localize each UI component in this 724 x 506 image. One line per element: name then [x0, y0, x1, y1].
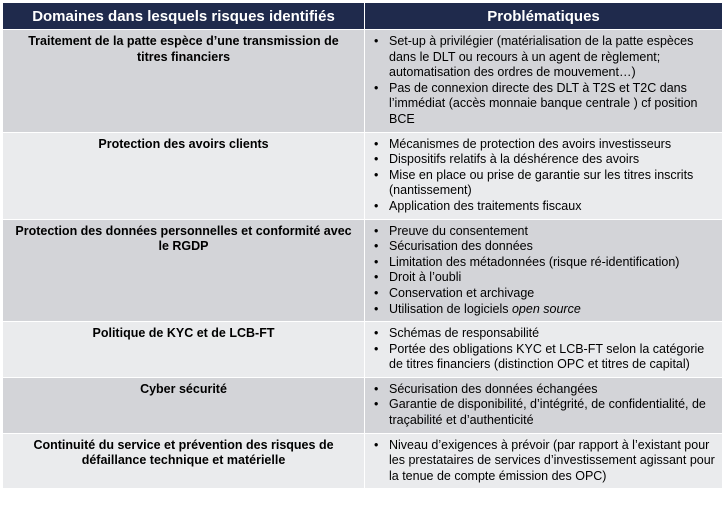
- issues-cell: [365, 433, 723, 489]
- table-row: [3, 132, 723, 219]
- issue-list: [371, 34, 716, 128]
- issue-list: [371, 137, 716, 215]
- issue-list: [371, 326, 716, 373]
- issue-text: Utilisation de logiciels: [389, 301, 512, 316]
- issue-item: • Niveau d’exigences à prévoir (par rapport à l’existant pour les prestataires de services d’investissement agissant pour la tenue de compte émission des OPC): [371, 438, 716, 485]
- domain-cell: Protection des avoirs clients: [3, 132, 365, 219]
- domain-cell: Traitement de la patte espèce d’une transmission de titres financiers: [3, 30, 365, 133]
- issue-item: • Droit à l’oubli: [371, 270, 716, 286]
- issue-item: • Limitation des métadonnées (risque ré-identification): [371, 255, 716, 271]
- issue-item: • Application des traitements fiscaux: [371, 199, 716, 215]
- table-header-row: [3, 3, 723, 30]
- issue-emphasis: open source: [511, 301, 581, 316]
- issues-cell: [365, 132, 723, 219]
- column-header-domain: Domaines dans lesquels risques identifiés: [3, 3, 365, 30]
- issue-item: • Mise en place ou prise de garantie sur les titres inscrits (nantissement): [371, 168, 716, 199]
- issue-item: • Set-up à privilégier (matérialisation de la patte espèces dans le DLT ou recours à un agent de règlement; automatisation des ordres de mouvement…): [371, 34, 716, 81]
- issues-cell: [365, 30, 723, 133]
- issue-item: [371, 302, 716, 318]
- domain-cell: Politique de KYC et de LCB-FT: [3, 322, 365, 378]
- issue-item: • Mécanismes de protection des avoirs investisseurs: [371, 137, 716, 153]
- issue-list: [371, 382, 716, 429]
- issue-item: • Garantie de disponibilité, d’intégrité, de confidentialité, de traçabilité et d’authenticité: [371, 397, 716, 428]
- table-row: [3, 30, 723, 133]
- issues-cell: [365, 322, 723, 378]
- domain-cell: Continuité du service et prévention des risques de défaillance technique et matérielle: [3, 433, 365, 489]
- risk-table: [2, 2, 723, 489]
- domain-cell: Cyber sécurité: [3, 377, 365, 433]
- table-row: [3, 219, 723, 322]
- issue-list: [371, 438, 716, 485]
- issue-item: • Sécurisation des données: [371, 239, 716, 255]
- table-row: [3, 433, 723, 489]
- issue-item: • Schémas de responsabilité: [371, 326, 716, 342]
- issue-item: • Dispositifs relatifs à la déshérence des avoirs: [371, 152, 716, 168]
- issue-item: • Portée des obligations KYC et LCB-FT selon la catégorie de titres financiers (distinction OPC et titres de capital): [371, 342, 716, 373]
- issue-item: • Sécurisation des données échangées: [371, 382, 716, 398]
- issue-item: • Conservation et archivage: [371, 286, 716, 302]
- issue-item: • Preuve du consentement: [371, 224, 716, 240]
- issue-item: • Pas de connexion directe des DLT à T2S et T2C dans l’immédiat (accès monnaie banque centrale ) cf position BCE: [371, 81, 716, 128]
- column-header-issues: Problématiques: [365, 3, 723, 30]
- issues-cell: [365, 219, 723, 322]
- issues-cell: [365, 377, 723, 433]
- table-row: [3, 377, 723, 433]
- table-row: [3, 322, 723, 378]
- issue-list: [371, 224, 716, 318]
- domain-cell: Protection des données personnelles et conformité avec le RGDP: [3, 219, 365, 322]
